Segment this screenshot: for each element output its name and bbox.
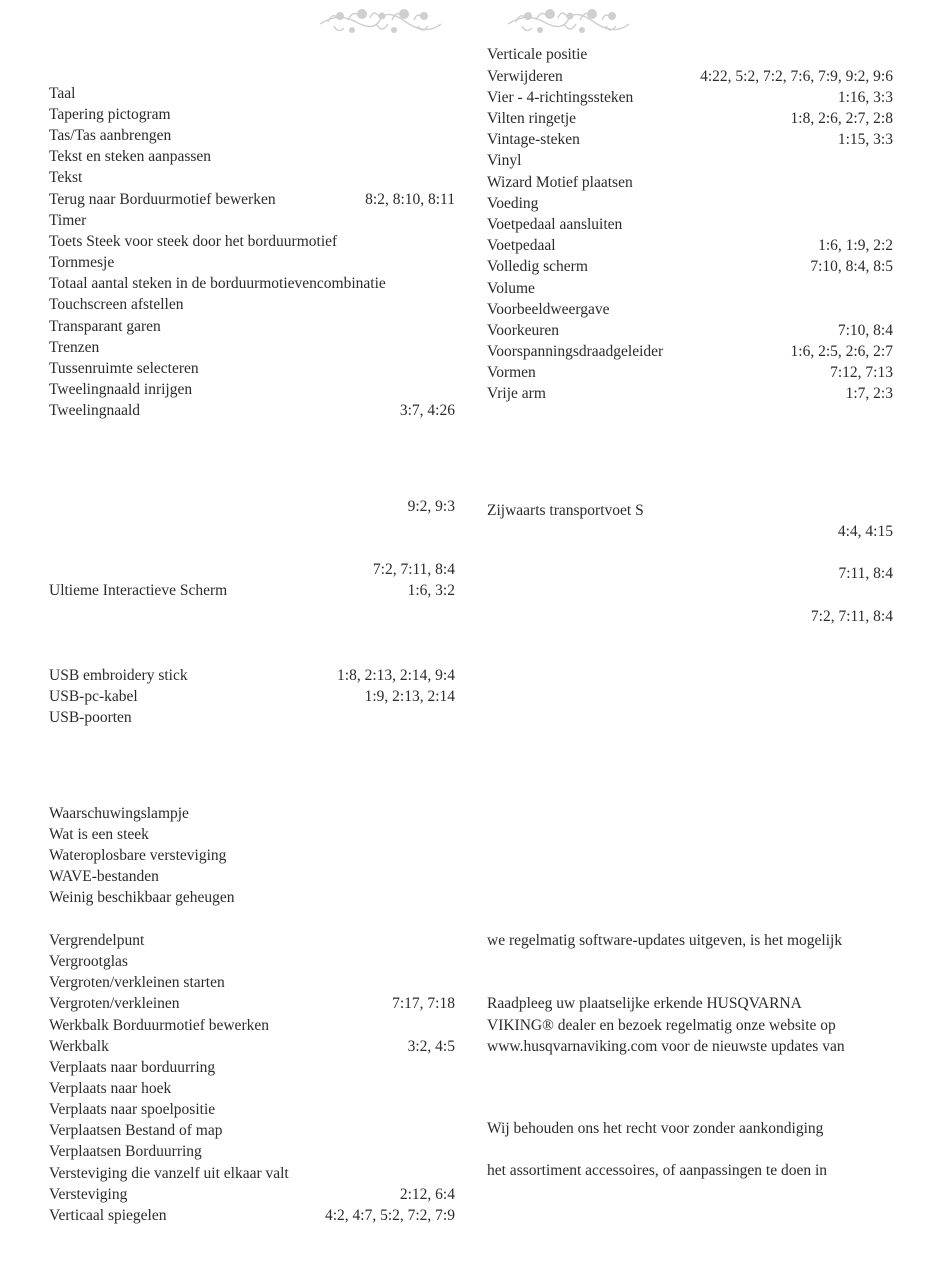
index-entry [49,210,455,231]
index-term: Verplaats naar hoek [49,1080,172,1097]
index-term: Terug naar Borduurmotief bewerken [49,191,276,208]
index-entry [487,362,893,383]
index-entry [49,273,455,294]
index-page-refs: 3:7, 4:26 [399,402,455,419]
index-entry [49,1015,455,1036]
index-term: Tweelingnaald [49,402,141,419]
index-term: Raadpleeg uw plaatselijke erkende HUSQVARNA [487,995,802,1012]
index-entry [49,951,455,972]
index-entry [49,1057,455,1078]
index-term: Werkbalk [49,1038,109,1055]
index-term: Transparant garen [49,318,161,335]
index-term: Verticaal spiegelen [49,1207,167,1224]
index-term: www.husqvarnaviking.com voor de nieuwste updates van [487,1038,845,1055]
index-page-refs: 1:15, 3:3 [837,131,893,148]
index-term: Tweelingnaald inrijgen [49,381,193,398]
index-page-refs: 4:4, 4:15 [837,523,893,540]
index-term: Verplaatsen Borduurring [49,1143,202,1160]
index-entry [49,231,455,252]
index-entry [49,803,455,824]
index-entry [49,707,455,728]
index-term: Voorbeeldweergave [487,301,610,318]
index-entry [487,256,893,277]
index-page-refs: 9:2, 9:3 [407,498,455,515]
index-term: Voorspanningsdraadgeleider [487,343,664,360]
index-entry [49,125,455,146]
index-entry [487,150,893,171]
index-term: Werkbalk Borduurmotief bewerken [49,1017,269,1034]
index-term: Vilten ringetje [487,110,577,127]
index-entry [49,1163,455,1184]
index-page-refs: 7:12, 7:13 [830,364,893,381]
index-term: Wateroplosbare versteviging [49,847,227,864]
index-entry [487,87,893,108]
index-page-refs: 1:6, 2:5, 2:6, 2:7 [790,343,893,360]
index-term: Volume [487,280,535,297]
index-term: Voetpedaal [487,237,556,254]
index-entry [49,930,455,951]
index-page-refs: 1:16, 3:3 [837,89,893,106]
index-term: USB-poorten [49,709,132,726]
index-entry [487,500,893,521]
index-term: Zijwaarts transportvoet S [487,502,644,519]
index-entry [487,44,893,65]
index-term: USB embroidery stick [49,667,188,684]
index-entry [487,172,893,193]
index-term: Tas/Tas aanbrengen [49,127,172,144]
index-entry [49,866,455,887]
index-entry [487,1036,893,1057]
index-term: Touchscreen afstellen [49,296,184,313]
index-term: Ultieme Interactieve Scherm [49,582,228,599]
index-entry [49,1184,455,1205]
index-term: WAVE-bestanden [49,868,159,885]
index-term: Vier - 4-richtingssteken [487,89,634,106]
index-entry [49,189,455,210]
index-entry [49,496,455,517]
index-page-refs: 3:2, 4:5 [407,1038,455,1055]
index-entry [49,379,455,400]
index-entry [49,252,455,273]
index-entry [487,993,893,1014]
index-entry [49,1078,455,1099]
index-term: Verwijderen [487,68,563,85]
index-entry [49,686,455,707]
index-page-refs: 1:7, 2:3 [845,385,893,402]
index-page-refs: 1:6, 1:9, 2:2 [818,237,893,254]
index-page-refs: 4:22, 5:2, 7:2, 7:6, 7:9, 9:2, 9:6 [700,68,893,85]
index-term: Voetpedaal aansluiten [487,216,623,233]
index-page-refs: 2:12, 6:4 [399,1186,455,1203]
index-entry [487,606,893,627]
index-entry [49,824,455,845]
index-entry [49,400,455,421]
index-entry [49,1099,455,1120]
index-entry [49,993,455,1014]
index-term: Tapering pictogram [49,106,171,123]
index-page-refs: 7:17, 7:18 [392,995,455,1012]
index-entry [49,1036,455,1057]
index-entry [49,358,455,379]
index-entry [49,845,455,866]
index-entry [49,337,455,358]
index-term: Voorkeuren [487,322,560,339]
index-entry [487,341,893,362]
index-term: Vergrendelpunt [49,932,145,949]
index-entry [49,83,455,104]
index-term: Verplaats naar spoelpositie [49,1101,216,1118]
index-entry [49,972,455,993]
index-term: Verplaats naar borduurring [49,1059,216,1076]
index-entry [49,665,455,686]
index-term: het assortiment accessoires, of aanpassingen te doen in [487,1162,828,1179]
index-term: Tekst [49,169,83,186]
index-entry [49,887,455,908]
index-term: Vergroten/verkleinen [49,995,180,1012]
index-page-refs: 8:2, 8:10, 8:11 [365,191,455,208]
index-term: Tekst en steken aanpassen [49,148,212,165]
index-entry [487,930,893,951]
index-term: Vinyl [487,152,522,169]
index-page-refs: 1:8, 2:13, 2:14, 9:4 [337,667,455,684]
index-entry [487,214,893,235]
floral-ornament-icon [318,4,443,38]
index-page-refs: 7:2, 7:11, 8:4 [372,561,455,578]
index-entry [49,580,455,601]
index-term: Vrije arm [487,385,546,402]
index-term: Trenzen [49,339,100,356]
index-term: USB-pc-kabel [49,688,138,705]
index-entry [487,129,893,150]
index-entry [487,1015,893,1036]
index-term: Wij behouden ons het recht voor zonder aankondiging [487,1120,824,1137]
index-page-refs: 7:10, 8:4, 8:5 [810,258,893,275]
index-entry [487,235,893,256]
index-entry [487,1118,893,1139]
index-term: Tornmesje [49,254,115,271]
index-term: Vergrootglas [49,953,128,970]
index-term: Voeding [487,195,539,212]
floral-ornament-icon [506,4,631,38]
index-term: Verplaatsen Bestand of map [49,1122,223,1139]
index-term: Volledig scherm [487,258,588,275]
index-term: Wat is een steek [49,826,149,843]
index-page-refs: 4:2, 4:7, 5:2, 7:2, 7:9 [324,1207,455,1224]
index-entry [49,167,455,188]
index-term: Versteviging die vanzelf uit elkaar valt [49,1165,289,1182]
index-term: Vergroten/verkleinen starten [49,974,225,991]
index-entry [487,299,893,320]
index-entry [49,316,455,337]
index-page-refs: 1:6, 3:2 [407,582,455,599]
index-entry [487,193,893,214]
index-term: we regelmatig software-updates uitgeven, is het mogelijk [487,932,843,949]
index-entry [487,383,893,404]
index-entry [49,559,455,580]
index-entry [487,320,893,341]
index-page-refs: 7:2, 7:11, 8:4 [810,608,893,625]
index-term: Vintage-steken [487,131,580,148]
index-term: Verticale positie [487,46,588,63]
index-term: Versteviging [49,1186,128,1203]
index-term: Toets Steek voor steek door het borduurmotief [49,233,338,250]
index-page-refs: 1:9, 2:13, 2:14 [364,688,455,705]
index-term: Wizard Motief plaatsen [487,174,633,191]
index-entry [49,1120,455,1141]
index-term: Tussenruimte selecteren [49,360,199,377]
index-entry [49,104,455,125]
index-entry [487,66,893,87]
index-entry [49,146,455,167]
index-page-refs: 7:11, 8:4 [838,565,893,582]
index-term: VIKING® dealer en bezoek regelmatig onze website op [487,1017,836,1034]
index-page-refs: 1:8, 2:6, 2:7, 2:8 [790,110,893,127]
index-page-refs: 7:10, 8:4 [837,322,893,339]
index-entry [487,108,893,129]
index-term: Taal [49,85,76,102]
index-term: Vormen [487,364,536,381]
index-term: Totaal aantal steken in de borduurmotievencombinatie [49,275,386,292]
index-term: Timer [49,212,87,229]
index-term: Waarschuwingslampje [49,805,189,822]
index-entry [49,1141,455,1162]
index-entry [487,563,893,584]
index-entry [487,521,893,542]
index-entry [49,294,455,315]
index-entry [487,1160,893,1181]
index-term: Weinig beschikbaar geheugen [49,889,235,906]
index-entry [49,1205,455,1226]
index-entry [487,278,893,299]
